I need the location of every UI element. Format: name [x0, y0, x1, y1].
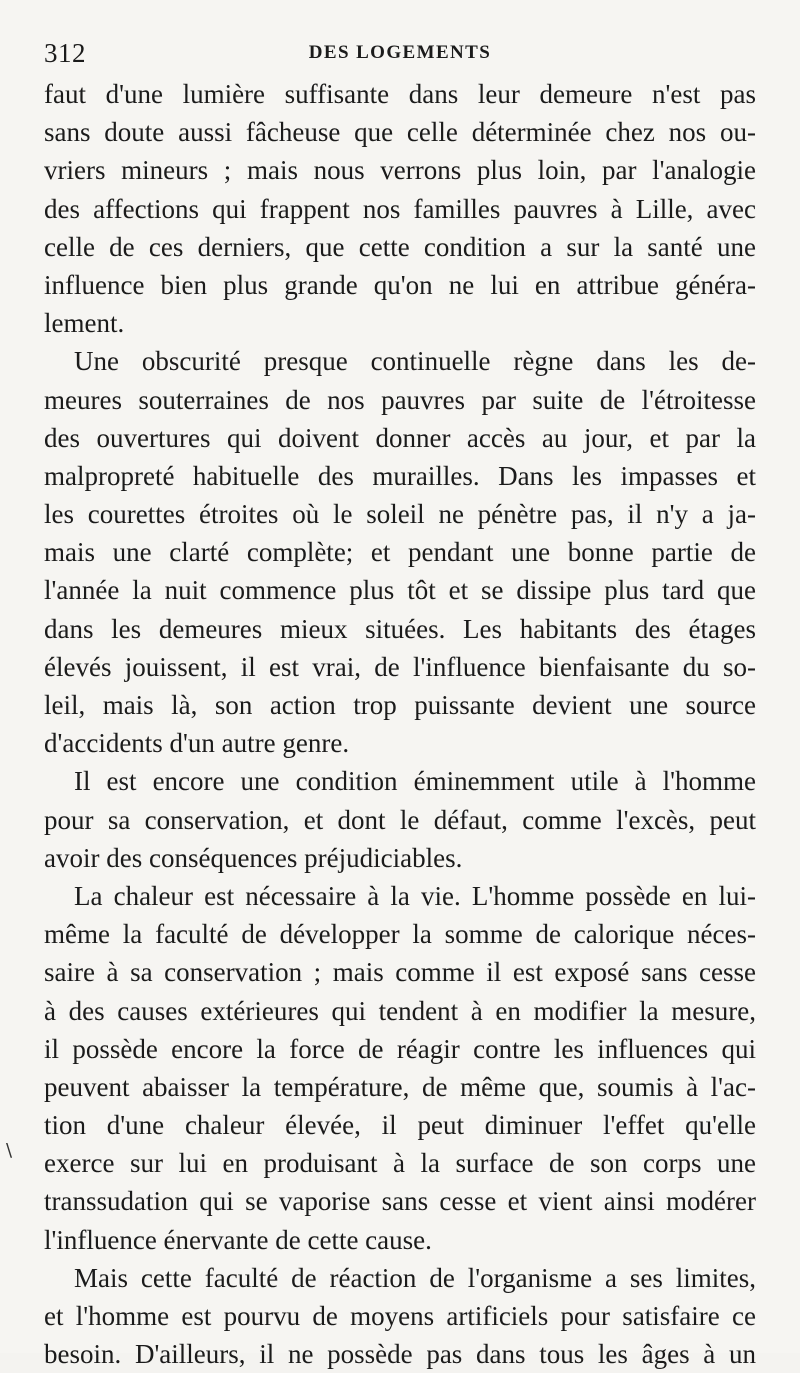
text-line: l'année la nuit commence plus tôt et se dissipe plus tard que [44, 575, 756, 606]
text-line: lement. [44, 308, 125, 339]
text-line: les courettes étroites où le soleil ne pénètre pas, il n'y a ja- [44, 499, 756, 530]
text-line: saire à sa conservation ; mais comme il est exposé sans cesse [44, 957, 756, 988]
text-line: sans doute aussi fâcheuse que celle déterminée chez nos ou- [44, 117, 756, 148]
text-line: à des causes extérieures qui tendent à en modifier la mesure, [44, 995, 756, 1026]
text-line: meures souterraines de nos pauvres par suite de l'étroitesse [44, 384, 756, 415]
text-line: besoin. D'ailleurs, il ne possède pas dans tous les âges à un [44, 1339, 756, 1370]
text-line: mais une clarté complète; et pendant une bonne partie de [44, 537, 756, 568]
text-line: Une obscurité presque continuelle règne dans les de- [74, 346, 756, 377]
margin-mark: \ [6, 1140, 13, 1161]
running-head: DES LOGEMENTS [308, 42, 492, 63]
text-line: des ouvertures qui doivent donner accès au jour, et par la [44, 422, 756, 453]
text-line: dans les demeures mieux situées. Les habitants des étages [44, 613, 756, 644]
page-number: 312 [44, 38, 86, 68]
text-line: tion d'une chaleur élevée, il peut diminuer l'effet qu'elle [44, 1110, 756, 1141]
text-line: Mais cette faculté de réaction de l'organisme a ses limites, [74, 1262, 756, 1293]
text-line: influence bien plus grande qu'on ne lui en attribue généra- [44, 269, 756, 300]
text-line: peuvent abaisser la température, de même que, soumis à l'ac- [44, 1071, 756, 1102]
text-line: élevés jouissent, il est vrai, de l'influence bienfaisante du so- [44, 651, 756, 682]
text-line: faut d'une lumière suffisante dans leur demeure n'est pas [44, 79, 756, 109]
text-line: La chaleur est nécessaire à la vie. L'homme possède en lui- [74, 880, 756, 911]
text-line: transsudation qui se vaporise sans cesse et vient ainsi modérer [44, 1186, 756, 1217]
page-header [44, 36, 756, 70]
text-line: malpropreté habituelle des murailles. Dans les impasses et [44, 460, 756, 491]
text-line: pour sa conservation, et dont le défaut, comme l'excès, peut [44, 804, 756, 835]
text-line: l'influence énervante de cette cause. [44, 1224, 432, 1255]
text-line: des affections qui frappent nos familles pauvres à Lille, avec [44, 193, 756, 224]
text-line: même la faculté de développer la somme de calorique néces- [44, 919, 756, 950]
text-line: d'accidents d'un autre genre. [44, 728, 350, 759]
text-line: exerce sur lui en produisant à la surface de son corps une [44, 1148, 756, 1179]
text-line: celle de ces derniers, que cette condition a sur la santé une [44, 231, 756, 262]
text-line: et l'homme est pourvu de moyens artificiels pour satisfaire ce [44, 1301, 756, 1331]
text-line: vriers mineurs ; mais nous verrons plus loin, par l'analogie [44, 155, 756, 186]
text-line: avoir des conséquences préjudiciables. [44, 842, 463, 873]
text-line: leil, mais là, son action trop puissante devient une source [44, 690, 756, 720]
text-line: il possède encore la force de réagir contre les influences qui [44, 1033, 756, 1064]
text-line: Il est encore une condition éminemment utile à l'homme [74, 766, 756, 797]
body-text [44, 75, 756, 1373]
